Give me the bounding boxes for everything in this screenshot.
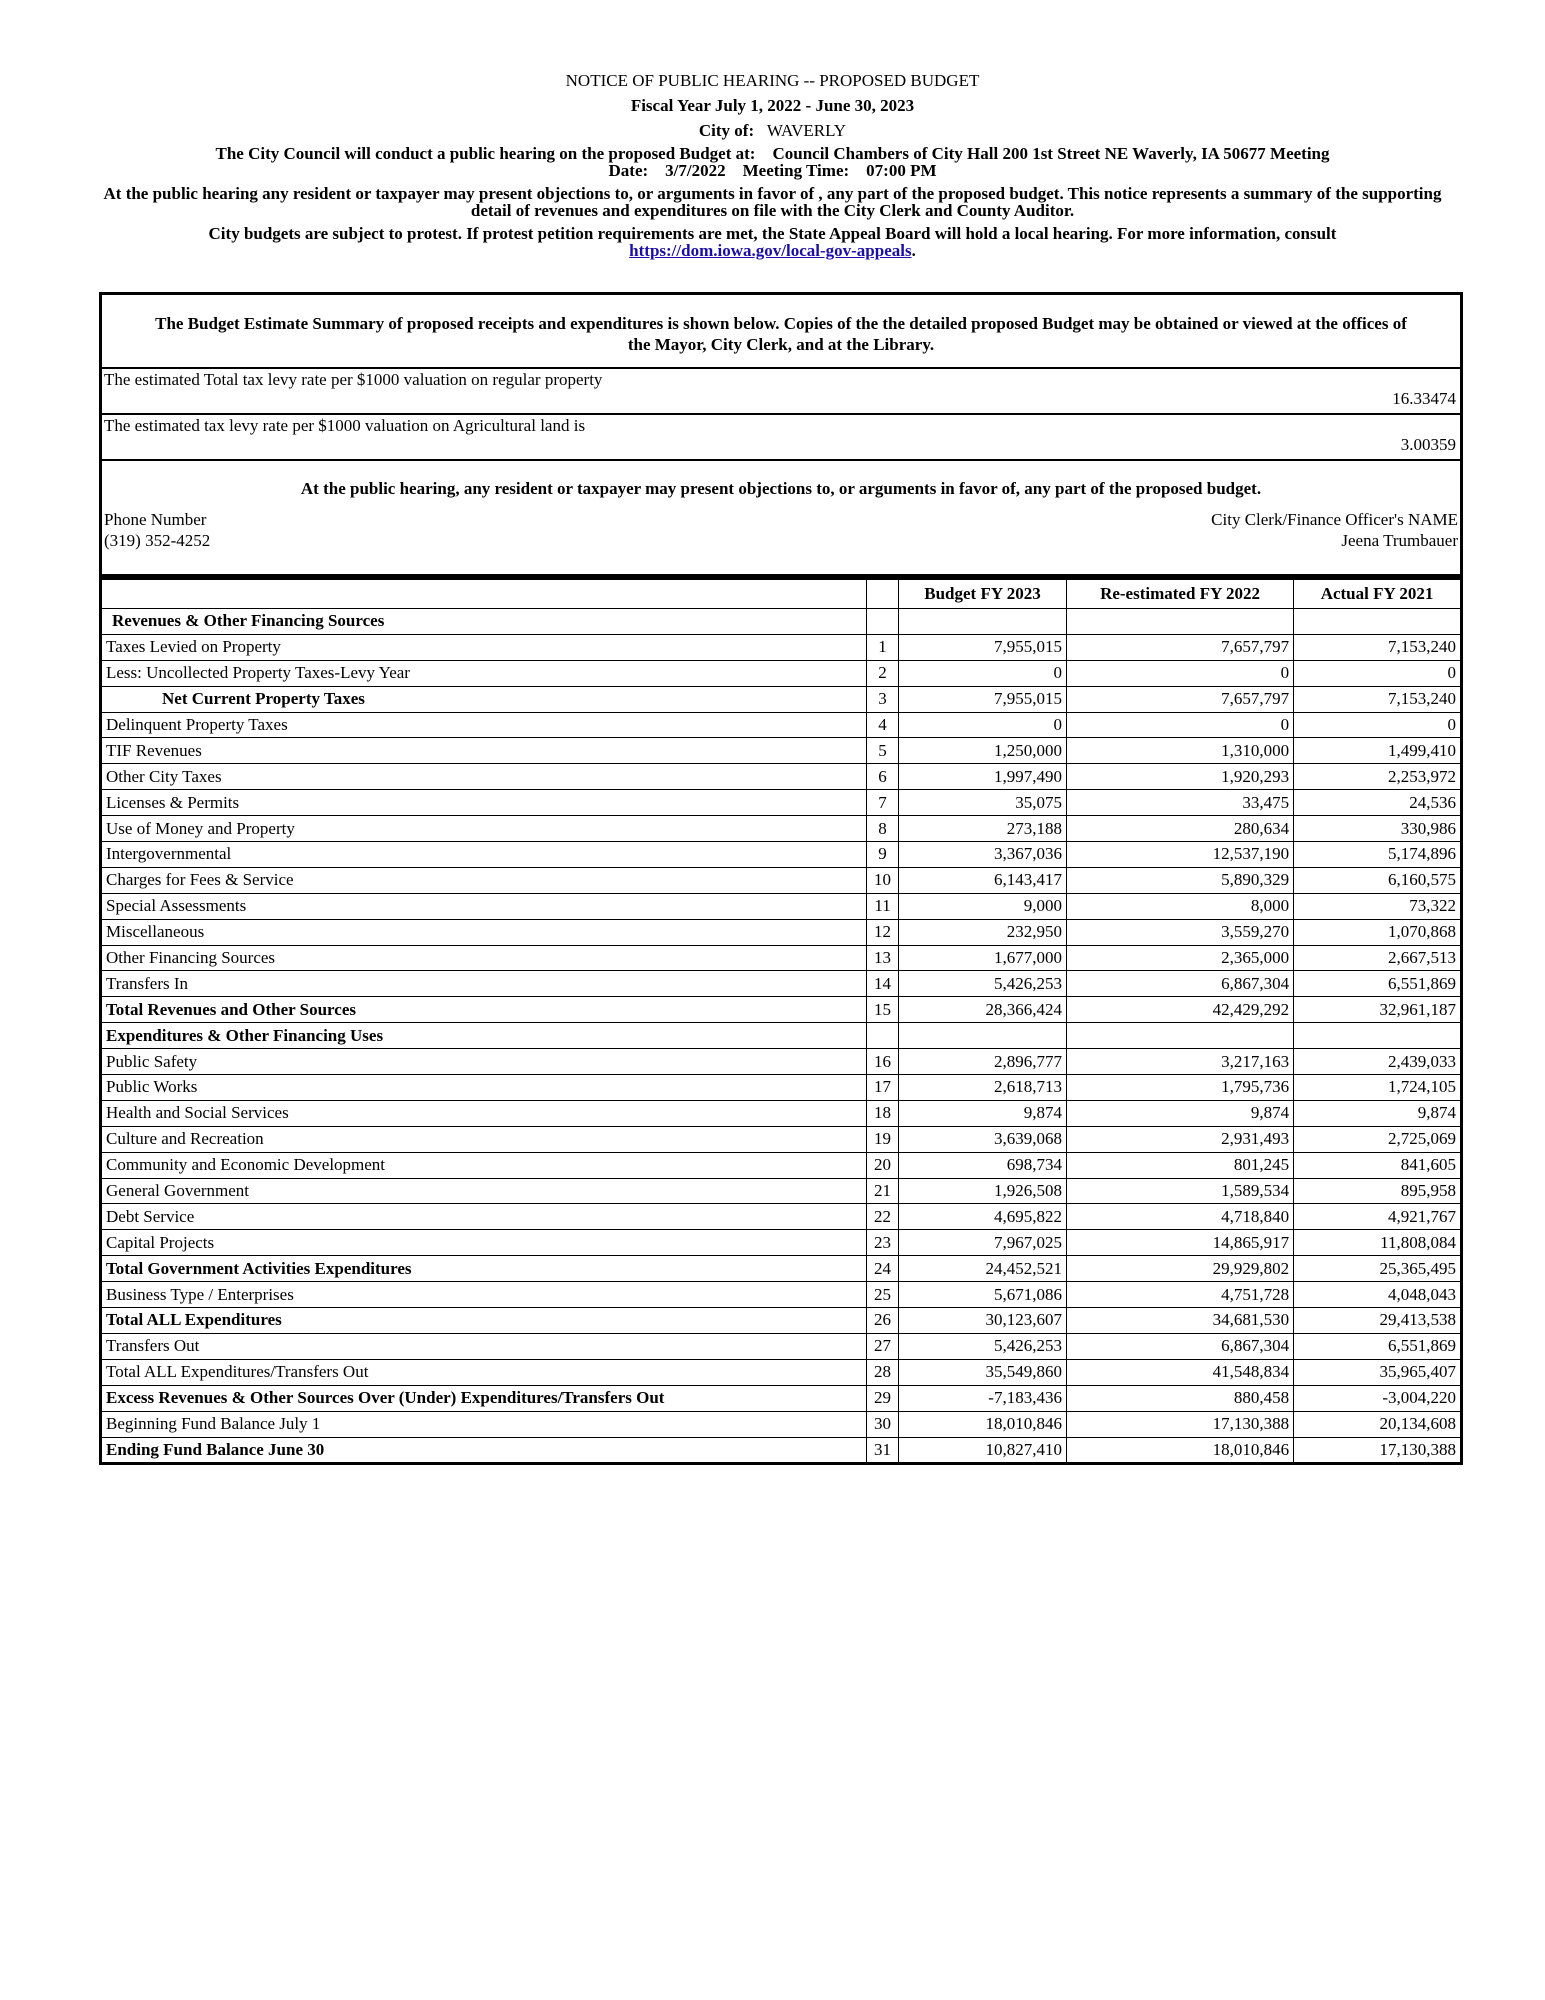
table-row bbox=[101, 1359, 1462, 1385]
table-row bbox=[101, 997, 1462, 1023]
row-description: Intergovernmental bbox=[101, 842, 867, 868]
table-row bbox=[101, 1100, 1462, 1126]
row-reestimated-fy2022: 0 bbox=[1066, 660, 1293, 686]
table-row bbox=[101, 971, 1462, 997]
row-actual-fy2021: 6,551,869 bbox=[1294, 1333, 1462, 1359]
row-budget-fy2023: 1,997,490 bbox=[899, 764, 1067, 790]
row-reestimated-fy2022: 2,931,493 bbox=[1066, 1126, 1293, 1152]
row-budget-fy2023: 273,188 bbox=[899, 816, 1067, 842]
hearing-intro: The City Council will conduct a public hearing on the proposed Budget at: bbox=[215, 144, 756, 163]
row-description: Other City Taxes bbox=[101, 764, 867, 790]
row-line-number: 16 bbox=[866, 1049, 898, 1075]
row-description: Other Financing Sources bbox=[101, 945, 867, 971]
row-actual-fy2021: 20,134,608 bbox=[1294, 1411, 1462, 1437]
row-actual-fy2021: 4,048,043 bbox=[1294, 1282, 1462, 1308]
row-reestimated-fy2022: 18,010,846 bbox=[1066, 1437, 1293, 1464]
row-reestimated-fy2022: 42,429,292 bbox=[1066, 997, 1293, 1023]
table-row bbox=[101, 686, 1462, 712]
row-budget-fy2023: 3,367,036 bbox=[899, 842, 1067, 868]
phone-block bbox=[104, 509, 210, 551]
row-line-number bbox=[866, 609, 898, 635]
row-reestimated-fy2022: 34,681,530 bbox=[1066, 1308, 1293, 1334]
hearing-location bbox=[100, 145, 1445, 179]
table-row bbox=[101, 1152, 1462, 1178]
row-description: Special Assessments bbox=[101, 893, 867, 919]
row-actual-fy2021: 330,986 bbox=[1294, 816, 1462, 842]
row-budget-fy2023: 10,827,410 bbox=[899, 1437, 1067, 1464]
appeals-link[interactable]: https://dom.iowa.gov/local-gov-appeals bbox=[629, 241, 912, 260]
row-description: Total Government Activities Expenditures bbox=[101, 1256, 867, 1282]
row-reestimated-fy2022: 12,537,190 bbox=[1066, 842, 1293, 868]
table-row bbox=[101, 1204, 1462, 1230]
row-line-number: 27 bbox=[866, 1333, 898, 1359]
row-line-number: 3 bbox=[866, 686, 898, 712]
row-actual-fy2021: 5,174,896 bbox=[1294, 842, 1462, 868]
city-line bbox=[100, 120, 1445, 141]
row-actual-fy2021: 1,499,410 bbox=[1294, 738, 1462, 764]
row-reestimated-fy2022: 33,475 bbox=[1066, 790, 1293, 816]
row-description: Total ALL Expenditures bbox=[101, 1308, 867, 1334]
row-reestimated-fy2022: 801,245 bbox=[1066, 1152, 1293, 1178]
row-budget-fy2023: 0 bbox=[899, 712, 1067, 738]
row-line-number: 7 bbox=[866, 790, 898, 816]
contact-row bbox=[102, 505, 1460, 560]
row-actual-fy2021: 2,253,972 bbox=[1294, 764, 1462, 790]
table-row bbox=[101, 1333, 1462, 1359]
protest-paragraph bbox=[100, 225, 1445, 259]
objection-text: At the public hearing any resident or taxpayer may present objections to, or arguments in favor of , any part of the proposed budget. This notice represents a summary of the supporting detail of revenues and expenditures on file with the City Clerk and County Auditor. bbox=[103, 184, 1442, 220]
fiscal-year: Fiscal Year July 1, 2022 - June 30, 2023 bbox=[630, 96, 915, 115]
row-line-number: 9 bbox=[866, 842, 898, 868]
row-budget-fy2023 bbox=[899, 1023, 1067, 1049]
row-actual-fy2021: 35,965,407 bbox=[1294, 1359, 1462, 1385]
row-budget-fy2023: 1,250,000 bbox=[899, 738, 1067, 764]
table-row bbox=[101, 1256, 1462, 1282]
levy-regular-row bbox=[102, 369, 1460, 415]
levy-ag-row bbox=[102, 415, 1460, 461]
row-actual-fy2021: 25,365,495 bbox=[1294, 1256, 1462, 1282]
row-line-number: 5 bbox=[866, 738, 898, 764]
table-row bbox=[101, 893, 1462, 919]
row-description: Less: Uncollected Property Taxes-Levy Year bbox=[101, 660, 867, 686]
row-reestimated-fy2022 bbox=[1066, 609, 1293, 635]
row-description: Excess Revenues & Other Sources Over (Under) Expenditures/Transfers Out bbox=[101, 1385, 867, 1411]
row-line-number bbox=[866, 1023, 898, 1049]
row-description: Business Type / Enterprises bbox=[101, 1282, 867, 1308]
row-line-number: 21 bbox=[866, 1178, 898, 1204]
budget-table bbox=[99, 577, 1463, 1465]
row-reestimated-fy2022: 7,657,797 bbox=[1066, 634, 1293, 660]
row-actual-fy2021: 17,130,388 bbox=[1294, 1437, 1462, 1464]
row-reestimated-fy2022: 4,718,840 bbox=[1066, 1204, 1293, 1230]
table-row bbox=[101, 1049, 1462, 1075]
table-row bbox=[101, 738, 1462, 764]
row-line-number: 22 bbox=[866, 1204, 898, 1230]
row-line-number: 24 bbox=[866, 1256, 898, 1282]
row-actual-fy2021: 1,724,105 bbox=[1294, 1075, 1462, 1101]
table-row bbox=[101, 790, 1462, 816]
row-reestimated-fy2022: 1,920,293 bbox=[1066, 764, 1293, 790]
row-line-number: 1 bbox=[866, 634, 898, 660]
row-line-number: 8 bbox=[866, 816, 898, 842]
row-line-number: 11 bbox=[866, 893, 898, 919]
row-actual-fy2021: 0 bbox=[1294, 660, 1462, 686]
row-description: Community and Economic Development bbox=[101, 1152, 867, 1178]
row-description: Public Safety bbox=[101, 1049, 867, 1075]
notice-header bbox=[100, 70, 1445, 265]
time-value: 07:00 PM bbox=[866, 161, 937, 180]
protest-text: City budgets are subject to protest. If protest petition requirements are met, the State Appeal Board will hold a local hearing. For more information, consult bbox=[208, 224, 1337, 243]
row-actual-fy2021 bbox=[1294, 609, 1462, 635]
row-line-number: 4 bbox=[866, 712, 898, 738]
table-row bbox=[101, 945, 1462, 971]
levy-regular-label: The estimated Total tax levy rate per $1000 valuation on regular property bbox=[104, 370, 603, 389]
table-row bbox=[101, 1385, 1462, 1411]
row-description: Public Works bbox=[101, 1075, 867, 1101]
row-line-number: 15 bbox=[866, 997, 898, 1023]
row-reestimated-fy2022: 5,890,329 bbox=[1066, 867, 1293, 893]
table-row bbox=[101, 1437, 1462, 1464]
row-actual-fy2021: 1,070,868 bbox=[1294, 919, 1462, 945]
table-row bbox=[101, 1411, 1462, 1437]
row-reestimated-fy2022: 6,867,304 bbox=[1066, 971, 1293, 997]
table-row bbox=[101, 1178, 1462, 1204]
protest-end: . bbox=[911, 241, 916, 260]
hearing-place: Council Chambers of City Hall 200 1st Street NE Waverly, IA 50677 Meeting bbox=[772, 144, 1330, 163]
row-description: Transfers Out bbox=[101, 1333, 867, 1359]
row-reestimated-fy2022: 3,559,270 bbox=[1066, 919, 1293, 945]
table-header-row bbox=[101, 579, 1462, 609]
table-row bbox=[101, 1230, 1462, 1256]
row-line-number: 13 bbox=[866, 945, 898, 971]
row-reestimated-fy2022: 0 bbox=[1066, 712, 1293, 738]
table-row bbox=[101, 1126, 1462, 1152]
row-description: Health and Social Services bbox=[101, 1100, 867, 1126]
row-line-number: 18 bbox=[866, 1100, 898, 1126]
row-description: Miscellaneous bbox=[101, 919, 867, 945]
row-description: Use of Money and Property bbox=[101, 816, 867, 842]
table-row bbox=[101, 1023, 1462, 1049]
row-description: Capital Projects bbox=[101, 1230, 867, 1256]
row-reestimated-fy2022: 7,657,797 bbox=[1066, 686, 1293, 712]
row-budget-fy2023: 7,967,025 bbox=[899, 1230, 1067, 1256]
summary-intro: The Budget Estimate Summary of proposed receipts and expenditures is shown below. Copies of the the detailed proposed Budget may be obtained or viewed at the offices of the Mayor, City Clerk, and at the Library. bbox=[102, 295, 1460, 369]
row-reestimated-fy2022: 1,795,736 bbox=[1066, 1075, 1293, 1101]
table-row bbox=[101, 867, 1462, 893]
row-line-number: 19 bbox=[866, 1126, 898, 1152]
levy-regular-value: 16.33474 bbox=[1392, 389, 1456, 408]
row-budget-fy2023: 9,000 bbox=[899, 893, 1067, 919]
row-line-number: 20 bbox=[866, 1152, 898, 1178]
table-row bbox=[101, 609, 1462, 635]
row-reestimated-fy2022: 2,365,000 bbox=[1066, 945, 1293, 971]
header-budget-fy2023: Budget FY 2023 bbox=[899, 579, 1067, 609]
time-label: Meeting Time: bbox=[742, 161, 850, 180]
phone-label: Phone Number bbox=[104, 510, 207, 529]
row-budget-fy2023: 232,950 bbox=[899, 919, 1067, 945]
row-description: General Government bbox=[101, 1178, 867, 1204]
row-line-number: 30 bbox=[866, 1411, 898, 1437]
row-budget-fy2023: 24,452,521 bbox=[899, 1256, 1067, 1282]
row-reestimated-fy2022: 4,751,728 bbox=[1066, 1282, 1293, 1308]
row-reestimated-fy2022: 280,634 bbox=[1066, 816, 1293, 842]
clerk-label: City Clerk/Finance Officer's NAME bbox=[1211, 510, 1458, 529]
date-value: 3/7/2022 bbox=[665, 161, 726, 180]
row-budget-fy2023: 35,075 bbox=[899, 790, 1067, 816]
table-row bbox=[101, 816, 1462, 842]
row-line-number: 14 bbox=[866, 971, 898, 997]
row-budget-fy2023: 35,549,860 bbox=[899, 1359, 1067, 1385]
row-budget-fy2023 bbox=[899, 609, 1067, 635]
row-description: TIF Revenues bbox=[101, 738, 867, 764]
row-description: Revenues & Other Financing Sources bbox=[101, 609, 867, 635]
row-line-number: 23 bbox=[866, 1230, 898, 1256]
row-description: Debt Service bbox=[101, 1204, 867, 1230]
row-description: Culture and Recreation bbox=[101, 1126, 867, 1152]
row-description: Beginning Fund Balance July 1 bbox=[101, 1411, 867, 1437]
row-actual-fy2021: 7,153,240 bbox=[1294, 634, 1462, 660]
row-actual-fy2021: 0 bbox=[1294, 712, 1462, 738]
row-line-number: 10 bbox=[866, 867, 898, 893]
row-description: Taxes Levied on Property bbox=[101, 634, 867, 660]
row-description: Total Revenues and Other Sources bbox=[101, 997, 867, 1023]
row-actual-fy2021: 7,153,240 bbox=[1294, 686, 1462, 712]
row-reestimated-fy2022: 1,589,534 bbox=[1066, 1178, 1293, 1204]
row-actual-fy2021: 4,921,767 bbox=[1294, 1204, 1462, 1230]
row-actual-fy2021: 24,536 bbox=[1294, 790, 1462, 816]
row-budget-fy2023: 1,677,000 bbox=[899, 945, 1067, 971]
row-description: Delinquent Property Taxes bbox=[101, 712, 867, 738]
table-row bbox=[101, 764, 1462, 790]
row-budget-fy2023: 5,671,086 bbox=[899, 1282, 1067, 1308]
row-budget-fy2023: 698,734 bbox=[899, 1152, 1067, 1178]
row-actual-fy2021: 2,439,033 bbox=[1294, 1049, 1462, 1075]
row-budget-fy2023: 7,955,015 bbox=[899, 634, 1067, 660]
row-budget-fy2023: 5,426,253 bbox=[899, 971, 1067, 997]
row-description: Net Current Property Taxes bbox=[101, 686, 867, 712]
row-reestimated-fy2022: 8,000 bbox=[1066, 893, 1293, 919]
row-reestimated-fy2022: 6,867,304 bbox=[1066, 1333, 1293, 1359]
row-line-number: 17 bbox=[866, 1075, 898, 1101]
phone-value: (319) 352-4252 bbox=[104, 531, 211, 550]
row-line-number: 6 bbox=[866, 764, 898, 790]
row-reestimated-fy2022 bbox=[1066, 1023, 1293, 1049]
row-line-number: 26 bbox=[866, 1308, 898, 1334]
row-budget-fy2023: 2,618,713 bbox=[899, 1075, 1067, 1101]
row-budget-fy2023: 18,010,846 bbox=[899, 1411, 1067, 1437]
row-line-number: 25 bbox=[866, 1282, 898, 1308]
table-row bbox=[101, 712, 1462, 738]
header-actual-fy2021: Actual FY 2021 bbox=[1294, 579, 1462, 609]
row-description: Total ALL Expenditures/Transfers Out bbox=[101, 1359, 867, 1385]
row-actual-fy2021: 11,808,084 bbox=[1294, 1230, 1462, 1256]
row-description: Transfers In bbox=[101, 971, 867, 997]
header-reestimated-fy2022: Re-estimated FY 2022 bbox=[1066, 579, 1293, 609]
row-line-number: 29 bbox=[866, 1385, 898, 1411]
clerk-name: Jeena Trumbauer bbox=[1341, 531, 1458, 550]
levy-ag-value: 3.00359 bbox=[1400, 435, 1456, 454]
row-budget-fy2023: 30,123,607 bbox=[899, 1308, 1067, 1334]
table-row bbox=[101, 660, 1462, 686]
row-reestimated-fy2022: 17,130,388 bbox=[1066, 1411, 1293, 1437]
table-row bbox=[101, 1282, 1462, 1308]
row-reestimated-fy2022: 41,548,834 bbox=[1066, 1359, 1293, 1385]
row-budget-fy2023: 0 bbox=[899, 660, 1067, 686]
clerk-block bbox=[1211, 509, 1458, 551]
row-reestimated-fy2022: 14,865,917 bbox=[1066, 1230, 1293, 1256]
row-reestimated-fy2022: 880,458 bbox=[1066, 1385, 1293, 1411]
row-actual-fy2021: 2,667,513 bbox=[1294, 945, 1462, 971]
row-actual-fy2021: 841,605 bbox=[1294, 1152, 1462, 1178]
row-line-number: 28 bbox=[866, 1359, 898, 1385]
table-row bbox=[101, 1075, 1462, 1101]
row-line-number: 31 bbox=[866, 1437, 898, 1464]
row-budget-fy2023: 7,955,015 bbox=[899, 686, 1067, 712]
row-line-number: 2 bbox=[866, 660, 898, 686]
row-description: Licenses & Permits bbox=[101, 790, 867, 816]
row-actual-fy2021: 6,160,575 bbox=[1294, 867, 1462, 893]
levy-ag-label: The estimated tax levy rate per $1000 valuation on Agricultural land is bbox=[104, 416, 586, 435]
table-row bbox=[101, 842, 1462, 868]
row-actual-fy2021: -3,004,220 bbox=[1294, 1385, 1462, 1411]
row-budget-fy2023: 6,143,417 bbox=[899, 867, 1067, 893]
header-line bbox=[866, 579, 898, 609]
header-desc bbox=[101, 579, 867, 609]
row-actual-fy2021: 895,958 bbox=[1294, 1178, 1462, 1204]
row-actual-fy2021: 2,725,069 bbox=[1294, 1126, 1462, 1152]
row-budget-fy2023: -7,183,436 bbox=[899, 1385, 1067, 1411]
row-actual-fy2021: 29,413,538 bbox=[1294, 1308, 1462, 1334]
row-description: Charges for Fees & Service bbox=[101, 867, 867, 893]
city-name: WAVERLY bbox=[766, 121, 847, 140]
summary-box bbox=[99, 292, 1463, 577]
row-actual-fy2021: 6,551,869 bbox=[1294, 971, 1462, 997]
row-reestimated-fy2022: 3,217,163 bbox=[1066, 1049, 1293, 1075]
row-budget-fy2023: 1,926,508 bbox=[899, 1178, 1067, 1204]
row-reestimated-fy2022: 9,874 bbox=[1066, 1100, 1293, 1126]
row-actual-fy2021: 9,874 bbox=[1294, 1100, 1462, 1126]
notice-title: NOTICE OF PUBLIC HEARING -- PROPOSED BUDGET bbox=[565, 71, 980, 90]
hearing-note: At the public hearing, any resident or taxpayer may present objections to, or arguments in favor of, any part of the proposed budget. bbox=[300, 479, 1262, 498]
row-actual-fy2021 bbox=[1294, 1023, 1462, 1049]
city-label: City of: bbox=[698, 121, 755, 140]
row-description: Ending Fund Balance June 30 bbox=[101, 1437, 867, 1464]
row-budget-fy2023: 9,874 bbox=[899, 1100, 1067, 1126]
date-label: Date: bbox=[608, 161, 649, 180]
row-actual-fy2021: 32,961,187 bbox=[1294, 997, 1462, 1023]
row-reestimated-fy2022: 29,929,802 bbox=[1066, 1256, 1293, 1282]
table-row bbox=[101, 919, 1462, 945]
row-description: Expenditures & Other Financing Uses bbox=[101, 1023, 867, 1049]
row-budget-fy2023: 3,639,068 bbox=[899, 1126, 1067, 1152]
row-budget-fy2023: 28,366,424 bbox=[899, 997, 1067, 1023]
table-row bbox=[101, 1308, 1462, 1334]
row-actual-fy2021: 73,322 bbox=[1294, 893, 1462, 919]
row-budget-fy2023: 5,426,253 bbox=[899, 1333, 1067, 1359]
table-row bbox=[101, 634, 1462, 660]
row-line-number: 12 bbox=[866, 919, 898, 945]
row-budget-fy2023: 2,896,777 bbox=[899, 1049, 1067, 1075]
row-budget-fy2023: 4,695,822 bbox=[899, 1204, 1067, 1230]
row-reestimated-fy2022: 1,310,000 bbox=[1066, 738, 1293, 764]
